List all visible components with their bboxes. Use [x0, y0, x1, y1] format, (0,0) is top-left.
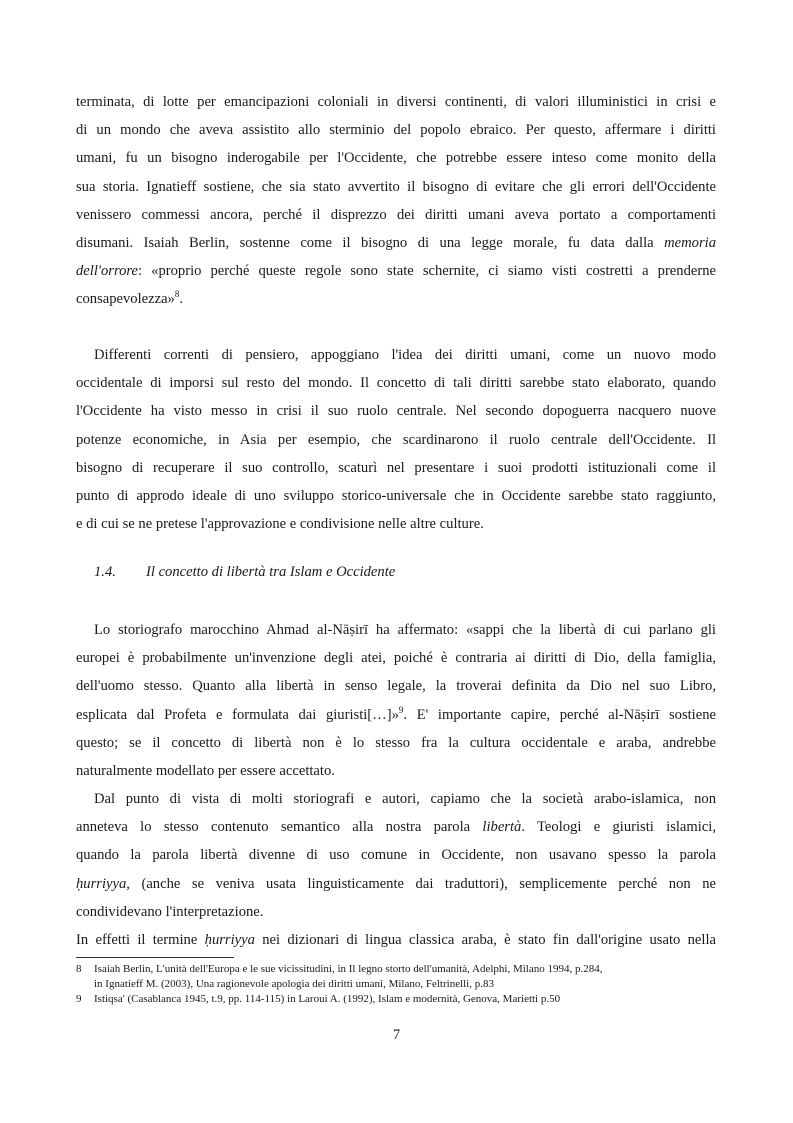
text-run: . [179, 291, 184, 308]
text-line: naturalmente modellato per essere accettato. [76, 763, 335, 780]
text-run: In effetti il termine [76, 932, 205, 948]
text-run: : «proprio perché queste regole sono state schernite, ci siamo visti costretti a prenderne [138, 263, 716, 280]
text-line [76, 926, 716, 954]
footnotes [76, 962, 716, 1007]
text-line: occidentale di imporsi sul resto del mondo. Il concetto di tali diritti sarebbe stato elaborato, quando [76, 375, 716, 392]
footnote-line: Isaiah Berlin, L'unità dell'Europa e le sue vicissitudini, in Il legno storto dell'umanità, Adelphi, Milano 1994, p.284, [94, 963, 603, 975]
section-heading [94, 564, 395, 581]
footnote-separator [76, 957, 234, 958]
text-line: questo; se il concetto di libertà non è lo stesso fra la cultura occidentale e araba, andrebbe [76, 734, 716, 751]
footnote-ref-8[interactable]: 8 [174, 289, 180, 300]
footnote-8 [76, 962, 716, 992]
text-line: l'Occidente ha visto messo in crisi il suo ruolo centrale. Nel secondo dopoguerra nacquero nuove [76, 403, 716, 420]
text-line [76, 813, 716, 841]
text-run: esplicata dal Profeta e formulata dai giuristi[…]» [76, 706, 399, 723]
text-run: consapevolezza» [76, 291, 175, 308]
text-line: e di cui se ne pretese l'approvazione e condivisione nelle altre culture. [76, 516, 484, 533]
paragraph-4 [76, 785, 716, 926]
emphasis-memoria: memoria [664, 235, 716, 252]
text-run: , (anche se veniva usata linguisticamente dai traduttori), semplicemente perché non ne [126, 875, 716, 892]
footnote-text [94, 992, 716, 1007]
paragraph-2 [76, 341, 716, 538]
paragraph-3 [76, 616, 716, 785]
footnote-ref-9[interactable]: 9 [398, 704, 404, 715]
text-line: terminata, di lotte per emancipazioni coloniali in diversi continenti, di valori illuministici in crisi e [76, 94, 716, 110]
footnote-9 [76, 992, 716, 1007]
text-line [76, 229, 716, 257]
text-line: Lo storiografo marocchino Ahmad al-Nāṣirī ha affermato: «sappi che la libertà di cui parlano gli [94, 622, 716, 638]
footnote-number: 8 [76, 963, 82, 975]
text-line: di un mondo che aveva assistito allo sterminio del popolo ebraico. Per questo, affermare i diritti [76, 122, 716, 139]
section-number: 1.4. [94, 564, 116, 580]
text-line: potenze economiche, in Asia per esempio, che scardinarono il ruolo centrale dell'Occidente. Il [76, 431, 716, 448]
emphasis-liberta: libertà [482, 819, 522, 836]
text-run: . E' importante capire, perché al-Nāṣirī sostiene [403, 706, 716, 723]
section-title: Il concetto di libertà tra Islam e Occidente [146, 564, 396, 580]
text-line: condividevano l'interpretazione. [76, 903, 264, 920]
text-line: quando la parola libertà divenne di uso comune in Occidente, non usavano spesso la parola [76, 847, 716, 864]
paragraph-1 [76, 88, 716, 314]
text-line: europei è probabilmente un'invenzione degli atei, poiché è contraria ai diritti di Dio, della famiglia, [76, 650, 716, 667]
text-run: nei dizionari di lingua classica araba, è stato fin dall'origine usato nella [254, 932, 716, 948]
text-line: punto di approdo ideale di uno sviluppo storico-universale che in Occidente sarebbe stato raggiunto, [76, 488, 716, 505]
emphasis-hurriyya: ḥurriyya [76, 875, 127, 892]
text-line: venissero commessi ancora, perché il disprezzo dei diritti umani aveva portato a comportamenti [76, 206, 716, 223]
text-line: umani, fu un bisogno inderogabile per l'Occidente, che potrebbe essere inteso come monito della [76, 150, 716, 167]
page-number: 7 [392, 1027, 401, 1043]
text-line: Dal punto di vista di molti storiografi e autori, capiamo che la società arabo-islamica, non [94, 791, 716, 807]
text-run: . Teologi e giuristi islamici, [521, 819, 716, 836]
text-line: dell'uomo stesso. Quanto alla libertà in senso legale, la troverai definita da Dio nel suo Libro, [76, 678, 716, 695]
footnote-line: Istiqsa' (Casablanca 1945, t.9, pp. 114-115) in Laroui A. (1992), Islam e modernità, Genova, Marietti p.50 [94, 993, 561, 1005]
text-line: sua storia. Ignatieff sostiene, che sia stato avvertito il bisogno di evitare che gli errori dell'Occidente [76, 178, 716, 195]
text-run: disumani. Isaiah Berlin, sostenne come il bisogno di una legge morale, fu data dalla [76, 235, 665, 252]
text-line: Differenti correnti di pensiero, appoggiano l'idea dei diritti umani, come un nuovo modo [94, 347, 716, 363]
text-line [76, 285, 716, 313]
paragraph-5 [76, 926, 716, 954]
footnote-text [94, 962, 716, 992]
text-line [76, 257, 716, 285]
emphasis-hurriyya: ḥurriyya [204, 932, 255, 948]
footnote-number: 9 [76, 993, 82, 1005]
text-run: anneteva lo stesso contenuto semantico alla nostra parola [76, 819, 483, 836]
text-line: bisogno di recuperare il suo controllo, scaturì nel presentare i suoi prodotti istituzionali come il [76, 459, 716, 476]
text-line [76, 701, 716, 729]
text-line [76, 870, 716, 898]
emphasis-orrore: dell'orrore [76, 263, 139, 280]
footnote-line: in Ignatieff M. (2003), Una ragionevole apologia dei diritti umani, Milano, Feltrinelli, p.83 [94, 978, 494, 990]
